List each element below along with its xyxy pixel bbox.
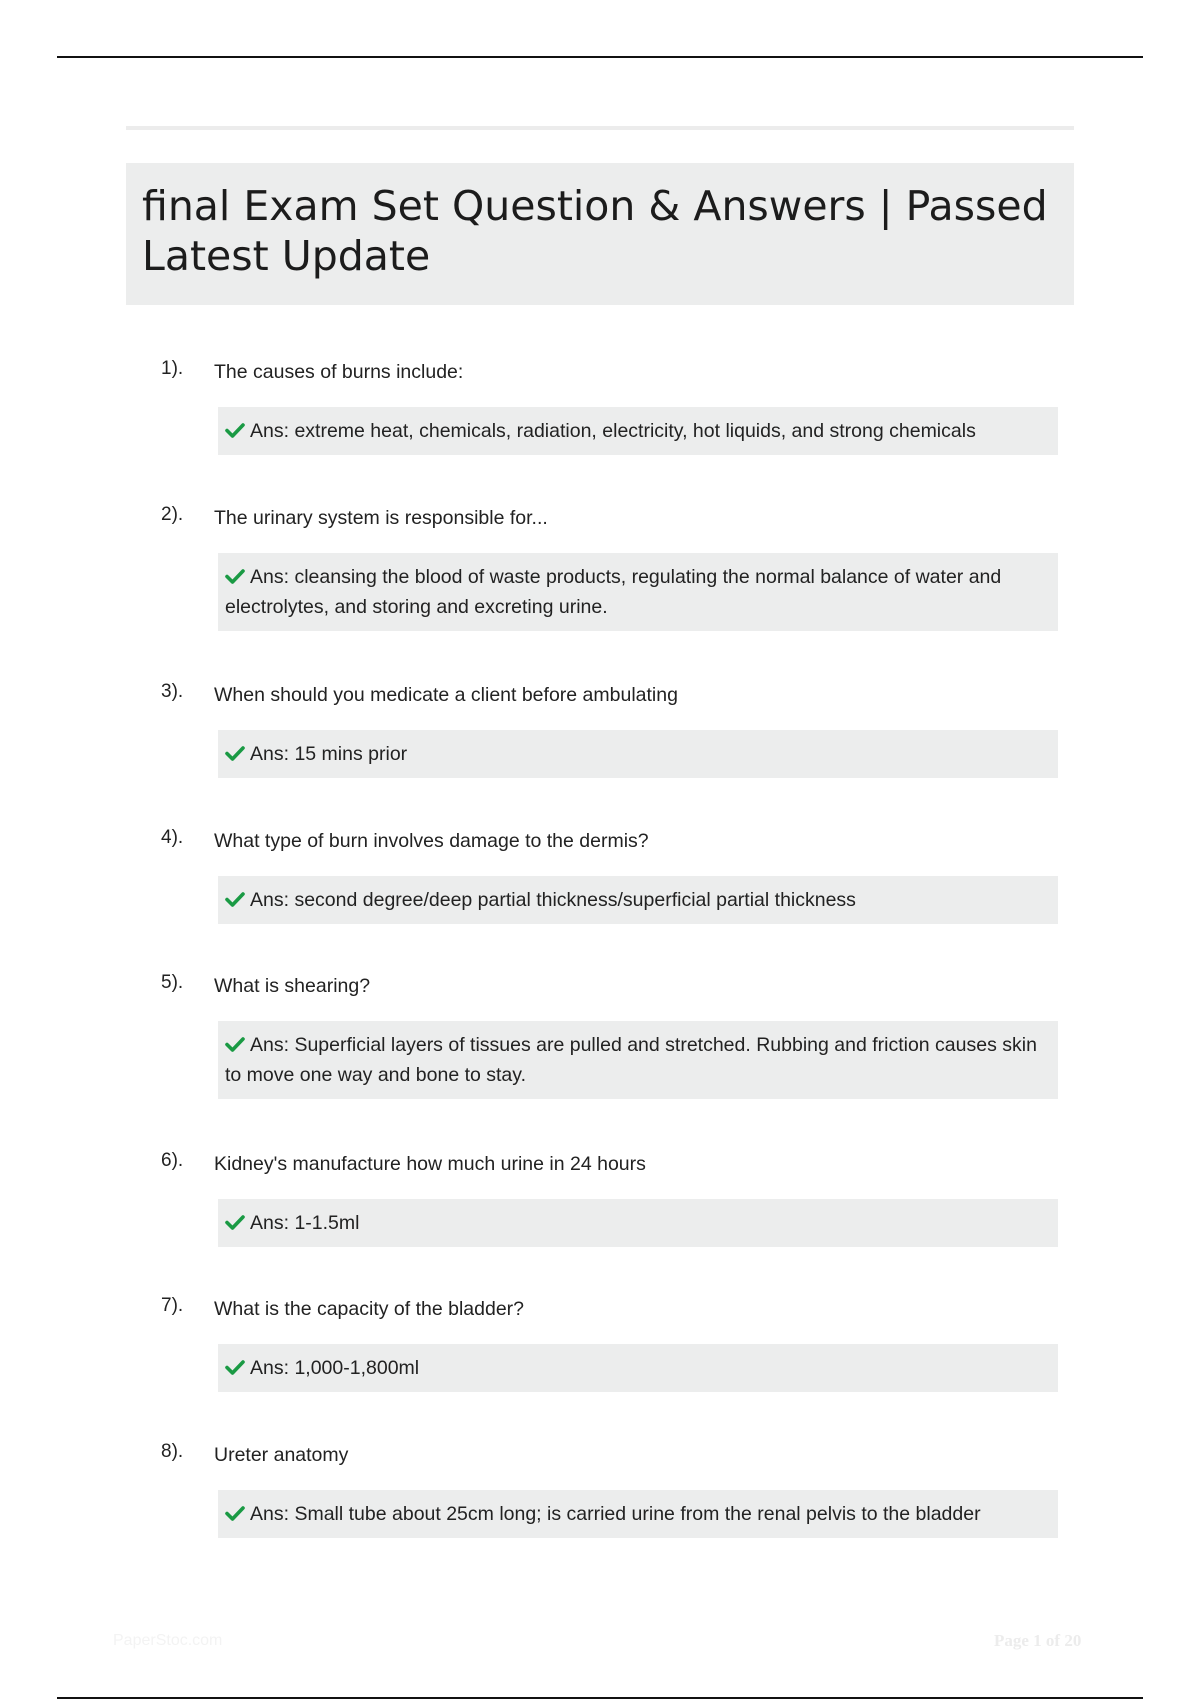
answer-box — [218, 1021, 1058, 1099]
answer-box — [218, 1490, 1058, 1538]
checkmark-icon — [225, 745, 245, 761]
header-divider — [126, 126, 1074, 130]
question-text: When should you medicate a client before ambulating — [214, 684, 678, 706]
question-text: The urinary system is responsible for... — [214, 507, 548, 529]
question-text: What is shearing? — [214, 975, 371, 997]
answer-box — [218, 1344, 1058, 1392]
checkmark-icon — [225, 1036, 245, 1052]
question-number: 2). — [161, 504, 184, 525]
question-number: 1). — [161, 358, 184, 379]
title-banner — [126, 163, 1074, 305]
answer-box — [218, 730, 1058, 778]
answer-text: 15 mins prior — [294, 743, 408, 765]
checkmark-icon — [225, 422, 245, 438]
answer-text: 1-1.5ml — [294, 1212, 360, 1234]
question-number: 7). — [161, 1295, 184, 1316]
top-rule — [57, 56, 1143, 58]
question-number: 8). — [161, 1441, 184, 1462]
question-text: What is the capacity of the bladder? — [214, 1298, 525, 1320]
checkmark-icon — [225, 1359, 245, 1375]
answer-text: 1,000-1,800ml — [294, 1357, 420, 1379]
question-number: 3). — [161, 681, 184, 702]
answer-text: second degree/deep partial thickness/superficial partial thickness — [294, 889, 856, 911]
answer-text: Superficial layers of tissues are pulled and stretched. Rubbing and friction causes skin to move one way and bone to stay. — [225, 1034, 1037, 1086]
answer-box — [218, 1199, 1058, 1247]
bottom-rule — [57, 1697, 1143, 1699]
answer-prefix: Ans: — [250, 889, 290, 911]
checkmark-icon — [225, 891, 245, 907]
answer-text: cleansing the blood of waste products, regulating the normal balance of water and electrolytes, and storing and excreting urine. — [225, 566, 1002, 618]
answer-prefix: Ans: — [250, 1212, 290, 1234]
answer-box — [218, 553, 1058, 631]
answer-box — [218, 876, 1058, 924]
answer-prefix: Ans: — [250, 420, 290, 442]
checkmark-icon — [225, 1505, 245, 1521]
checkmark-icon — [225, 1214, 245, 1230]
answer-prefix: Ans: — [250, 1034, 290, 1056]
question-text: Kidney's manufacture how much urine in 24 hours — [214, 1153, 646, 1175]
answer-text: Small tube about 25cm long; is carried urine from the renal pelvis to the bladder — [294, 1503, 981, 1525]
checkmark-icon — [225, 568, 245, 584]
question-text: The causes of burns include: — [214, 361, 464, 383]
question-number: 5). — [161, 972, 184, 993]
watermark: PaperStoc.com — [113, 1632, 223, 1649]
answer-prefix: Ans: — [250, 1503, 290, 1525]
question-number: 6). — [161, 1150, 184, 1171]
answer-text: extreme heat, chemicals, radiation, electricity, hot liquids, and strong chemicals — [294, 420, 976, 442]
question-text: Ureter anatomy — [214, 1444, 349, 1466]
question-text: What type of burn involves damage to the dermis? — [214, 830, 649, 852]
question-number: 4). — [161, 827, 184, 848]
page-number: Page 1 of 20 — [994, 1631, 1082, 1650]
page-title: final Exam Set Question & Answers | Passed Latest Update — [142, 182, 1048, 280]
answer-prefix: Ans: — [250, 743, 290, 765]
answer-prefix: Ans: — [250, 1357, 290, 1379]
answer-prefix: Ans: — [250, 566, 290, 588]
answer-box — [218, 407, 1058, 455]
